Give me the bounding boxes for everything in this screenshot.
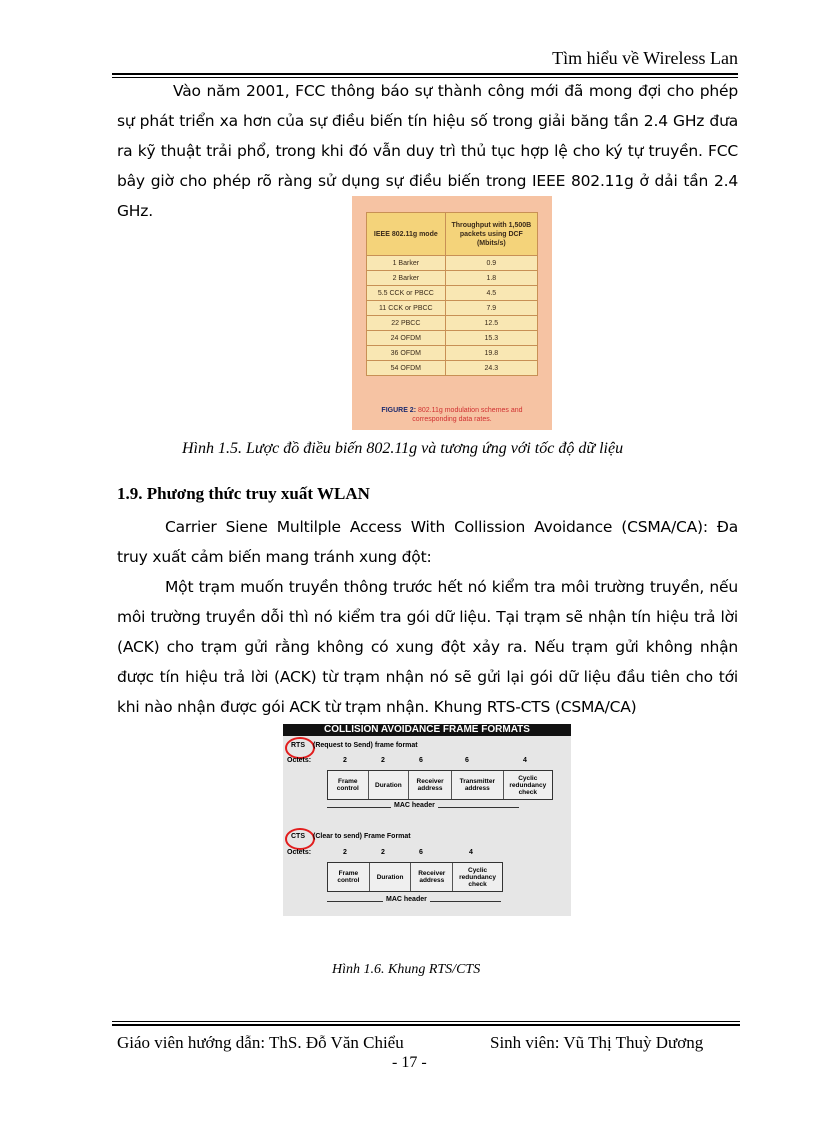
rts-field: Duration [369,771,410,799]
footer-rule [112,1021,740,1026]
figure1-caption-text: 802.11g modulation schemes and corresponding data rates. [412,407,523,423]
table-row [367,256,538,271]
figure1-caption-label: FIGURE 2: [381,407,417,414]
table-row [367,331,538,346]
table-header-mode: IEEE 802.11g mode [367,213,446,256]
figure-frame-formats [283,724,571,916]
table-cell-mode: 11 CCK or PBCC [367,301,446,316]
figure-modulation-table [352,196,552,430]
table-row [367,346,538,361]
rts-octet: 6 [465,757,469,764]
footer-student: Sinh viên: Vũ Thị Thuỳ Dương [490,1033,704,1052]
figure2-title: COLLISION AVOIDANCE FRAME FORMATS [283,724,571,736]
footer-supervisor: Giáo viên hướng dẫn: ThS. Đỗ Văn Chiểu [117,1033,404,1052]
rts-field: Transmitter address [452,771,504,799]
table-row [367,286,538,301]
figure1-inner-caption [366,406,538,424]
table-cell-mode: 1 Barker [367,256,446,271]
table-cell-mode: 54 OFDM [367,361,446,376]
cts-octets-label: Octets: [287,849,312,856]
cts-mac-header: MAC header [383,896,430,903]
rts-octets-label: Octets: [287,757,312,764]
page-number: - 17 - [392,1054,427,1071]
table-cell-throughput: 12.5 [445,316,537,331]
cts-octet: 2 [343,849,347,856]
rts-field: Frame control [328,771,369,799]
rts-frame-box [327,770,553,800]
table-row [367,361,538,376]
table-row [367,301,538,316]
table-cell-throughput: 4.5 [445,286,537,301]
cts-field: Receiver address [411,863,453,891]
header-title: Tìm hiểu về Wireless Lan [552,48,738,68]
paragraph-fcc: Vào năm 2001, FCC thông báo sự thành công mới đã mong đợi cho phép sự phát triển xa hơn của sự điều biến tín hiệu số trong giải băng tần 2.4 GHz đưa ra kỹ thuật trải phổ, trong khi đó vẫn duy trì thủ tục hợp lệ cho ký tự truyền. FCC bây giờ cho phép rõ ràng sử dụng sự điều biến trong IEEE 802.11g ở dải tần 2.4 GHz. [117,82,738,220]
cts-octet: 6 [419,849,423,856]
cts-field: Duration [370,863,412,891]
cts-label: (Clear to send) Frame Format [313,833,411,840]
rts-octet: 2 [343,757,347,764]
rts-octet: 2 [381,757,385,764]
table-cell-mode: 36 OFDM [367,346,446,361]
table-cell-mode: 5.5 CCK or PBCC [367,286,446,301]
rts-mac-header: MAC header [391,802,438,809]
table-cell-throughput: 7.9 [445,301,537,316]
table-cell-mode: 22 PBCC [367,316,446,331]
rts-label: (Request to Send) frame format [313,742,418,749]
table-row [367,271,538,286]
table-row [367,316,538,331]
cts-frame-box [327,862,503,892]
table-cell-throughput: 19.8 [445,346,537,361]
cts-field: Frame control [328,863,370,891]
rts-field: Cyclic redundancy check [509,774,547,796]
section-heading: 1.9. Phương thức truy xuất WLAN [117,484,370,503]
cts-octet: 4 [469,849,473,856]
table-header-throughput: Throughput with 1,500B packets using DCF (Mbits/s) [445,213,537,256]
figure2-caption: Hình 1.6. Khung RTS/CTS [332,962,481,977]
modulation-table [366,212,538,376]
table-cell-mode: 24 OFDM [367,331,446,346]
table-cell-throughput: 0.9 [445,256,537,271]
rts-octet: 4 [523,757,527,764]
table-cell-mode: 2 Barker [367,271,446,286]
cts-octet: 2 [381,849,385,856]
paragraph-station: Một trạm muốn truyền thông trước hết nó kiểm tra môi trường truyền, nếu môi trường truyền dỗi thì nó kiểm tra gói dữ liệu. Tại trạm sẽ nhận tín hiệu trả lời (ACK) cho trạm gửi rằng không có xung đột xảy ra. Nếu trạm gửi không nhận được tín hiệu trả lời (ACK) từ trạm nhận nó sẽ gửi lại gói dữ liệu đầu tiên cho tới khi nào nhận được gói ACK từ trạm nhận. Khung RTS-CTS (CSMA/CA) [117,578,738,716]
rts-tag: RTS [291,742,305,749]
paragraph-csma-ca: Carrier Siene Multilple Access With Collission Avoidance (CSMA/CA): Đa truy xuất cảm biến mang tránh xung đột: [117,518,738,566]
table-cell-throughput: 15.3 [445,331,537,346]
table-cell-throughput: 24.3 [445,361,537,376]
table-cell-throughput: 1.8 [445,271,537,286]
cts-field: Cyclic redundancy check [459,866,496,888]
rts-field: Receiver address [409,771,452,799]
figure1-caption: Hình 1.5. Lược đồ điều biến 802.11g và tương ứng với tốc độ dữ liệu [182,440,624,457]
cts-tag: CTS [291,833,305,840]
rts-octet: 6 [419,757,423,764]
